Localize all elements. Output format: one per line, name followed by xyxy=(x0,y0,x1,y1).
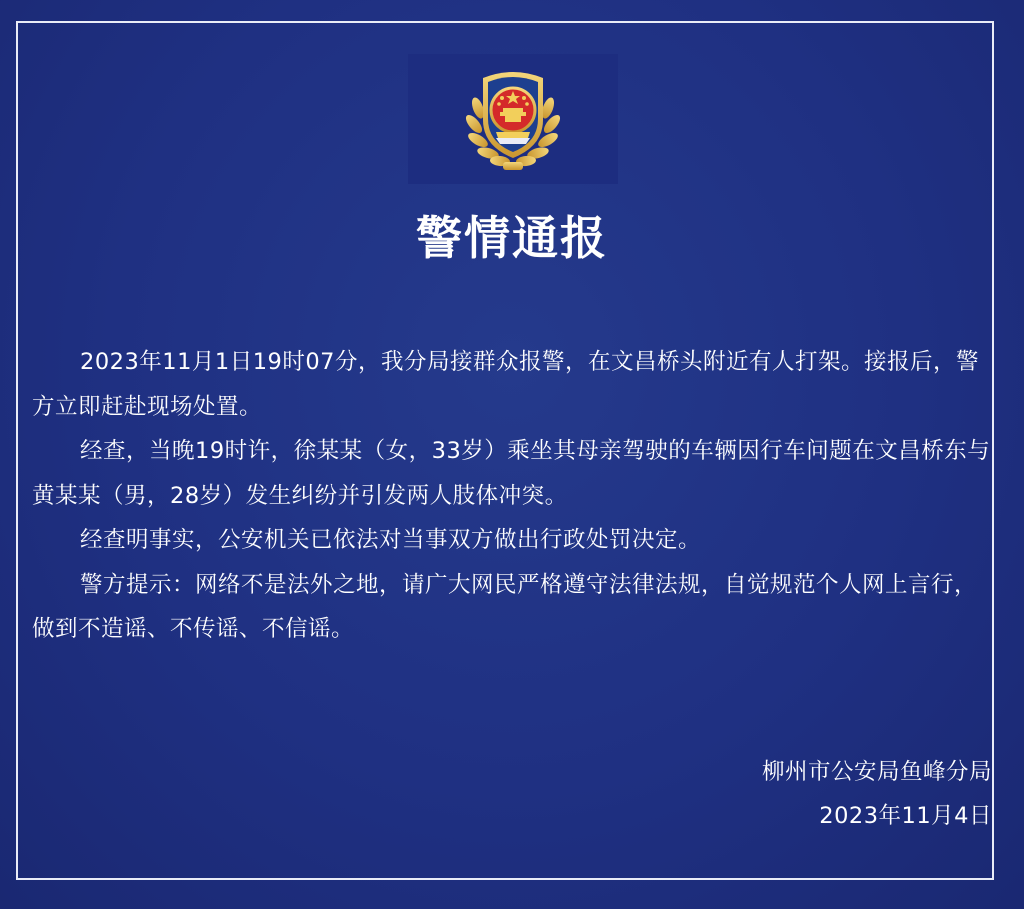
emblem-container xyxy=(408,54,618,184)
paragraph-reminder: 警方提示：网络不是法外之地，请广大网民严格遵守法律法规，自觉规范个人网上言行，做到不造谣、不传谣、不信谣。 xyxy=(32,571,978,642)
issuer-name: 柳州市公安局鱼峰分局 xyxy=(761,759,992,785)
notice-body xyxy=(32,340,994,652)
paragraph-report: 2023年11月1日19时07分，我分局接群众报警，在文昌桥头附近有人打架。接报后，警方立即赶赴现场处置。 xyxy=(32,349,979,420)
paragraph-investigation: 经查，当晚19时许，徐某某（女，33岁）乘坐其母亲驾驶的车辆因行车问题在文昌桥东与黄某某（男，28岁）发生纠纷并引发两人肢体冲突。 xyxy=(32,438,991,509)
paragraph-penalty: 经查明事实，公安机关已依法对当事双方做出行政处罚决定。 xyxy=(80,527,702,553)
police-emblem-icon xyxy=(458,58,568,178)
notice-signature xyxy=(762,750,992,838)
issue-date: 2023年11月4日 xyxy=(819,803,992,829)
notice-title: 警情通报 xyxy=(416,211,608,265)
